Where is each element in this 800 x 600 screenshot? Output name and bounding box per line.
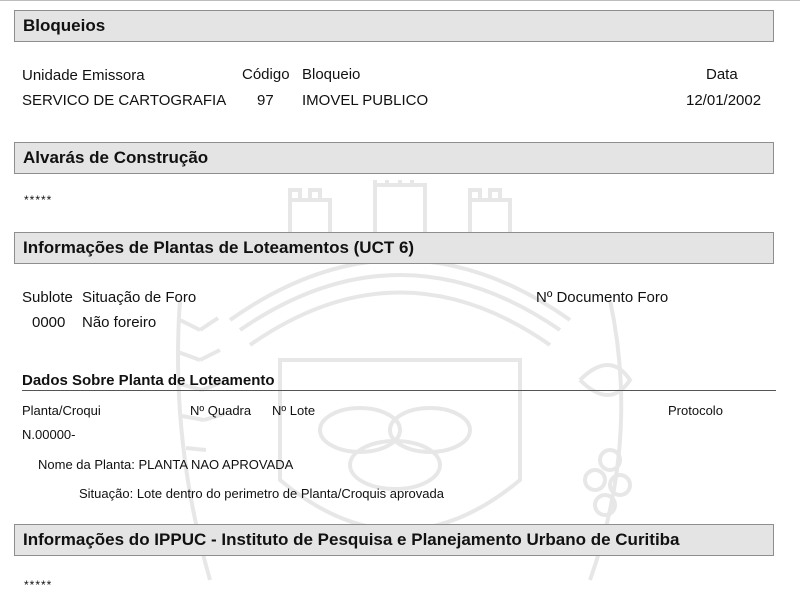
- alvaras-value: *****: [24, 193, 53, 207]
- value-data: 12/01/2002: [686, 92, 762, 109]
- header-quadra: Nº Quadra: [190, 403, 252, 418]
- header-sublote: Sublote: [22, 289, 73, 306]
- value-nome-planta: PLANTA NAO APROVADA: [138, 457, 294, 472]
- header-planta-croqui: Planta/Croqui: [22, 403, 101, 418]
- section-header-alvaras: Alvarás de Construção: [14, 142, 774, 174]
- value-codigo: 97: [257, 92, 274, 109]
- dados-planta-heading: Dados Sobre Planta de Loteamento: [22, 372, 275, 389]
- value-bloqueio: IMOVEL PUBLICO: [302, 92, 429, 109]
- section-header-plantas: Informações de Plantas de Loteamentos (UCT 6): [14, 232, 774, 264]
- header-protocolo: Protocolo: [668, 403, 723, 418]
- dados-planta-divider: [22, 390, 776, 391]
- header-situacao-foro: Situação de Foro: [82, 289, 197, 306]
- header-codigo: Código: [242, 66, 290, 83]
- header-lote: Nº Lote: [272, 403, 316, 418]
- label-nome-planta: Nome da Planta:: [38, 457, 135, 472]
- header-unidade-emissora: Unidade Emissora: [22, 67, 145, 84]
- section-header-bloqueios: Bloqueios: [14, 10, 774, 42]
- value-unidade-emissora: SERVICO DE CARTOGRAFIA: [22, 92, 227, 109]
- value-sublote: 0000: [32, 314, 66, 331]
- header-documento-foro: Nº Documento Foro: [536, 289, 669, 306]
- value-planta-croqui: N.00000-: [22, 427, 76, 442]
- header-bloqueio: Bloqueio: [302, 66, 361, 83]
- label-situacao: Situação:: [79, 486, 134, 501]
- top-divider: [0, 0, 800, 1]
- ippuc-value: *****: [24, 578, 53, 592]
- header-data: Data: [706, 66, 738, 83]
- value-situacao-foro: Não foreiro: [82, 314, 157, 331]
- value-situacao: Lote dentro do perimetro de Planta/Croquis aprovada: [136, 486, 444, 501]
- section-header-ippuc: Informações do IPPUC - Instituto de Pesquisa e Planejamento Urbano de Curitiba: [14, 524, 774, 556]
